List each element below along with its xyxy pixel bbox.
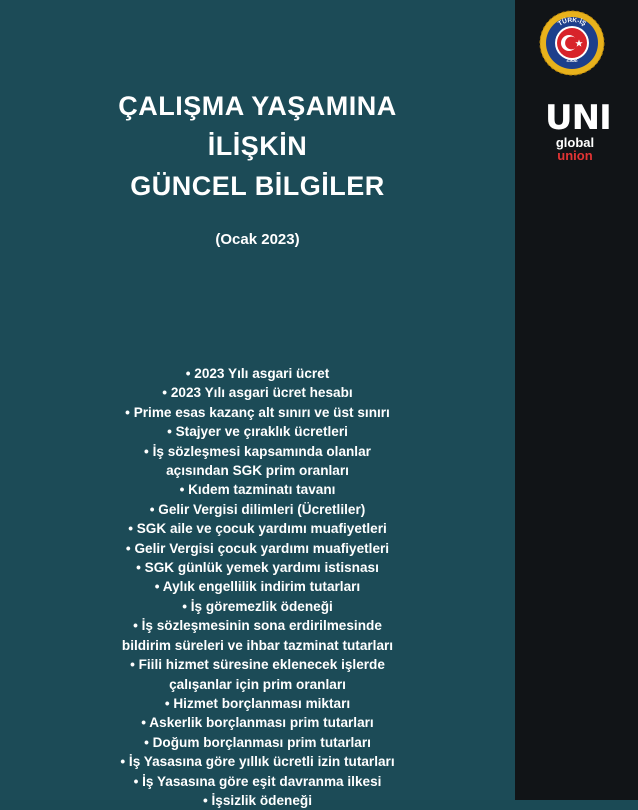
topic-item: • Gelir Vergisi dilimleri (Ücretliler) bbox=[149, 501, 366, 517]
uni-global-union-logo bbox=[545, 98, 611, 163]
topic-item: • Fiili hizmet süresine eklenecek işlerde bbox=[130, 657, 385, 673]
topic-item: • Aylık engellilik indirim tutarları bbox=[154, 579, 361, 595]
cover-date: (Ocak 2023) bbox=[215, 231, 300, 248]
topic-item: • Hizmet borçlanması miktarı bbox=[164, 695, 351, 711]
uni-mark: UNI bbox=[545, 98, 611, 138]
cover-title bbox=[0, 86, 515, 206]
topic-item: • İş Yasasına göre eşit davranma ilkesi bbox=[133, 773, 382, 789]
topic-item: • Askerlik borçlanması prim tutarları bbox=[141, 715, 374, 731]
topic-item: • İş Yasasına göre yıllık ücretli izin tutarları bbox=[120, 754, 395, 770]
topic-item: • Kıdem tazminatı tavanı bbox=[179, 482, 336, 498]
topic-item: • Prime esas kazanç alt sınırı ve üst sınırı bbox=[125, 404, 390, 420]
topic-item: bildirim süreleri ve ihbar tazminat tutarları bbox=[121, 637, 394, 653]
topic-item: • İş sözleşmesinin sona erdirilmesinde bbox=[133, 618, 382, 634]
turk-is-seal-logo bbox=[539, 10, 605, 76]
topic-item: • İş göremezlik ödeneği bbox=[182, 598, 333, 614]
seal-year-text: 1952 bbox=[565, 57, 579, 65]
topic-item: • İşsizlik ödeneği bbox=[202, 792, 312, 808]
topic-item: • SGK aile ve çocuk yardımı muafiyetleri bbox=[128, 521, 387, 537]
topic-item: açısından SGK prim oranları bbox=[166, 463, 349, 479]
topic-list bbox=[0, 364, 515, 810]
topic-item: • 2023 Yılı asgari ücret hesabı bbox=[162, 385, 353, 401]
topic-item: • Stajyer ve çıraklık ücretleri bbox=[167, 424, 348, 440]
title-line-1: ÇALIŞMA YAŞAMINA bbox=[118, 91, 397, 121]
topic-item: • İş sözleşmesi kapsamında olanlar bbox=[144, 443, 371, 459]
seal-top-text: TÜRK-İŞ bbox=[557, 16, 587, 28]
uni-global-word: global bbox=[555, 135, 595, 150]
title-line-3: GÜNCEL BİLGİLER bbox=[130, 171, 385, 201]
topic-item: • Gelir Vergisi çocuk yardımı muafiyetleri bbox=[125, 540, 390, 556]
topic-item: • 2023 Yılı asgari ücret bbox=[185, 366, 330, 381]
topic-item: çalışanlar için prim oranları bbox=[169, 676, 346, 692]
topic-item: • SGK günlük yemek yardımı istisnası bbox=[136, 560, 379, 576]
title-line-2: İLİŞKİN bbox=[207, 131, 308, 161]
topic-item: • Doğum borçlanması prim tutarları bbox=[144, 734, 371, 750]
uni-union-word: union bbox=[557, 148, 593, 163]
